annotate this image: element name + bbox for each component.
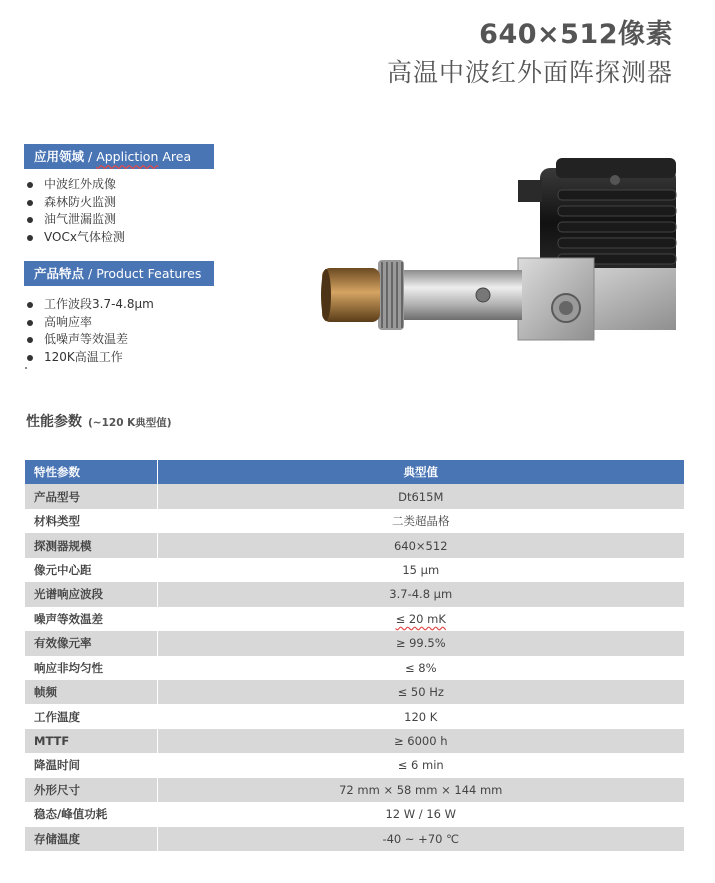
feature-item: 120K高温工作 <box>24 349 154 367</box>
feature-item: 工作波段3.7-4.8μm <box>24 296 154 314</box>
table-row <box>25 558 684 582</box>
param-cell: 像元中心距 <box>25 558 157 582</box>
performance-subtitle: (~120 K典型值) <box>88 417 172 429</box>
value-text: ≤ 20 mK <box>395 611 446 626</box>
param-cell: 材料类型 <box>25 509 157 533</box>
table-row <box>25 680 684 704</box>
performance-title: 性能参数 <box>26 414 82 430</box>
value-cell: 120 K <box>157 704 684 728</box>
application-heading-en-rest: Area <box>158 149 192 164</box>
performance-heading <box>26 411 172 431</box>
value-cell: 15 μm <box>157 558 684 582</box>
value-cell: 12 W / 16 W <box>157 802 684 826</box>
table-row <box>25 484 684 508</box>
value-cell: ≤ 50 Hz <box>157 680 684 704</box>
features-list <box>24 296 154 366</box>
product-title: 640×512像素 <box>479 19 673 50</box>
table-row <box>25 607 684 631</box>
param-cell: 稳态/峰值功耗 <box>25 802 157 826</box>
param-cell: 探测器规模 <box>25 533 157 557</box>
value-cell <box>157 607 684 631</box>
table-row <box>25 827 684 851</box>
features-heading-cn: 产品特点 <box>34 266 85 281</box>
value-cell: 72 mm × 58 mm × 144 mm <box>157 778 684 802</box>
value-cell: ≥ 99.5% <box>157 631 684 655</box>
application-heading-en-word: Appliction <box>96 149 159 164</box>
product-features-heading <box>24 261 214 286</box>
stray-dot <box>25 367 27 369</box>
table-row <box>25 753 684 777</box>
detector-illustration <box>318 150 684 350</box>
table-row <box>25 802 684 826</box>
value-cell: 3.7-4.8 μm <box>157 582 684 606</box>
features-heading-en: Product Features <box>96 266 202 281</box>
table-row <box>25 509 684 533</box>
param-cell: 噪声等效温差 <box>25 607 157 631</box>
value-cell: ≤ 6 min <box>157 753 684 777</box>
table-row <box>25 582 684 606</box>
param-cell: 有效像元率 <box>25 631 157 655</box>
application-list <box>24 176 125 246</box>
table-row <box>25 631 684 655</box>
param-cell: MTTF <box>25 729 157 753</box>
application-heading-cn: 应用领域 <box>34 149 85 164</box>
value-cell: Dt615M <box>157 484 684 508</box>
value-cell: -40 ~ +70 ℃ <box>157 827 684 851</box>
param-cell: 降温时间 <box>25 753 157 777</box>
param-cell: 响应非均匀性 <box>25 656 157 680</box>
param-cell: 产品型号 <box>25 484 157 508</box>
feature-item: 低噪声等效温差 <box>24 331 154 349</box>
param-cell: 帧频 <box>25 680 157 704</box>
param-cell: 工作温度 <box>25 704 157 728</box>
value-cell: 二类超晶格 <box>157 509 684 533</box>
param-cell: 外形尺寸 <box>25 778 157 802</box>
application-area-heading <box>24 144 214 169</box>
value-cell: ≥ 6000 h <box>157 729 684 753</box>
application-item: 中波红外成像 <box>24 176 125 194</box>
table-header-row <box>25 460 684 484</box>
application-item: VOCx气体检测 <box>24 229 125 247</box>
table-row <box>25 656 684 680</box>
application-item: 森林防火监测 <box>24 194 125 212</box>
value-cell: 640×512 <box>157 533 684 557</box>
infrared-detector-photo <box>318 150 684 354</box>
column-header-param: 特性参数 <box>25 460 157 484</box>
application-heading-separator: / <box>84 149 97 164</box>
features-heading-separator: / <box>84 266 97 281</box>
application-item: 油气泄漏监测 <box>24 211 125 229</box>
table-row <box>25 729 684 753</box>
column-header-value: 典型值 <box>157 460 684 484</box>
param-cell: 存储温度 <box>25 827 157 851</box>
param-cell: 光谱响应波段 <box>25 582 157 606</box>
product-subtitle: 高温中波红外面阵探测器 <box>386 58 673 87</box>
feature-item: 高响应率 <box>24 314 154 332</box>
table-row <box>25 533 684 557</box>
table-row <box>25 778 684 802</box>
value-cell: ≤ 8% <box>157 656 684 680</box>
spec-table <box>25 460 684 851</box>
table-row <box>25 704 684 728</box>
